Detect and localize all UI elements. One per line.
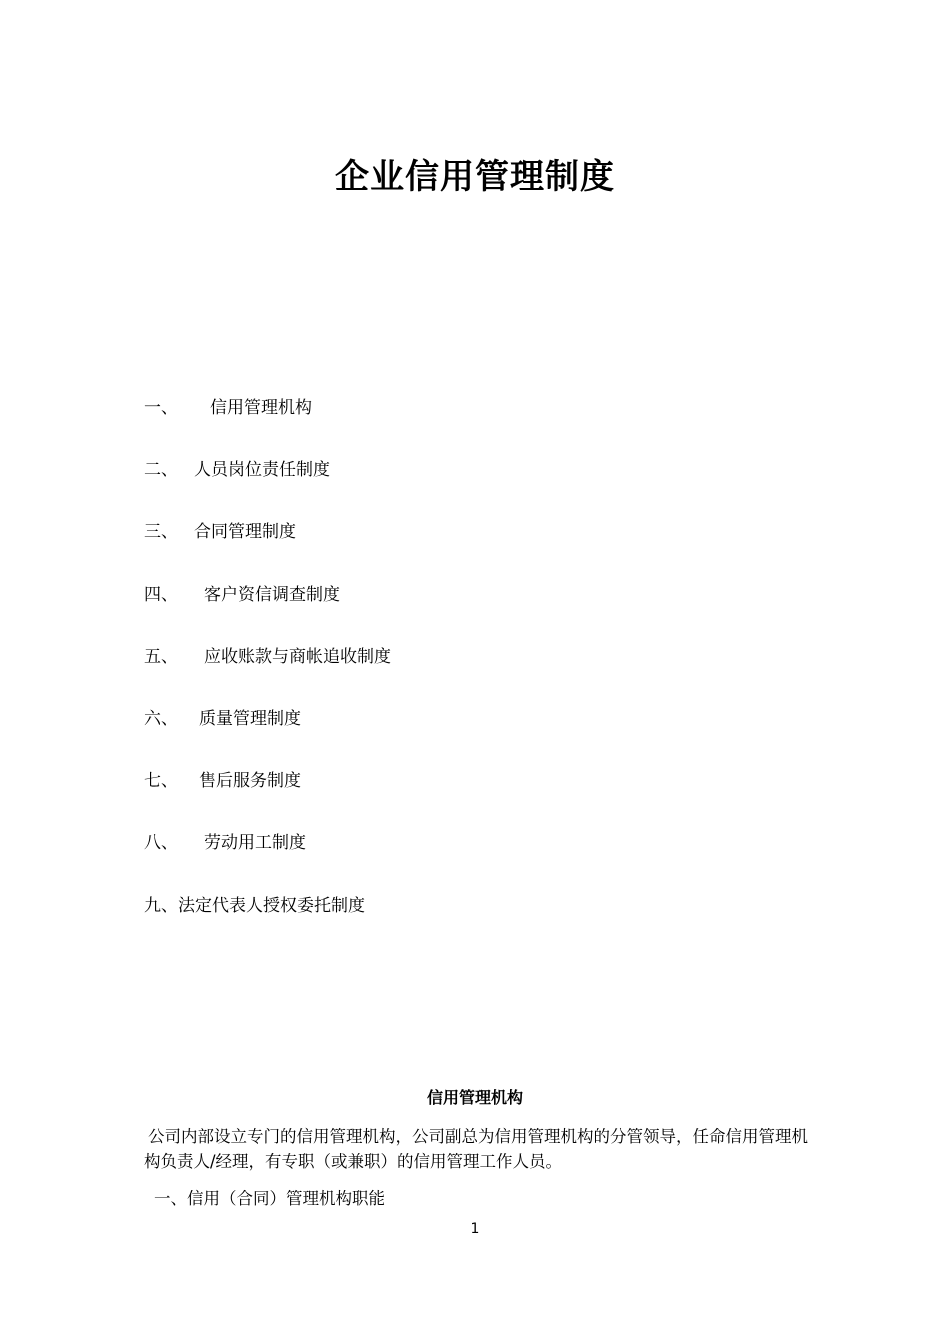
table-of-contents [144, 392, 844, 952]
document-title: 企业信用管理制度 [335, 157, 615, 197]
toc-item [144, 827, 844, 889]
toc-number: 四、 [144, 584, 178, 605]
toc-number: 六、 [144, 708, 178, 729]
toc-label: 九、法定代表人授权委托制度 [144, 895, 365, 916]
toc-item [144, 579, 844, 641]
toc-number: 二、 [144, 460, 178, 481]
section-heading: 信用管理机构 [426, 1088, 523, 1107]
toc-number: 一、 [144, 398, 178, 418]
toc-label: 劳动用工制度 [204, 833, 306, 854]
section-paragraph: 公司内部设立专门的信用管理机构，公司副总为信用管理机构的分管领导，任命信用管理机构负责人/经理，有专职（或兼职）的信用管理工作人员。 [144, 1127, 808, 1171]
toc-label: 信用管理机构 [210, 398, 312, 418]
toc-item [144, 516, 844, 578]
toc-item [144, 703, 844, 765]
section-subheading: 一、信用（合同）管理机构职能 [154, 1189, 385, 1208]
toc-item [144, 890, 844, 952]
toc-label: 质量管理制度 [199, 708, 301, 729]
toc-number: 七、 [144, 771, 178, 792]
toc-label: 人员岗位责任制度 [194, 460, 330, 481]
toc-number: 八、 [144, 833, 178, 854]
toc-label: 应收账款与商帐追收制度 [204, 646, 391, 667]
toc-item [144, 392, 844, 454]
page-number: 1 [470, 1221, 480, 1237]
toc-label: 售后服务制度 [199, 771, 301, 792]
toc-number: 三、 [144, 522, 178, 543]
toc-number: 五、 [144, 646, 178, 667]
toc-item [144, 454, 844, 516]
toc-item [144, 765, 844, 827]
toc-item [144, 641, 844, 703]
toc-label: 合同管理制度 [194, 522, 296, 543]
toc-label: 客户资信调查制度 [204, 584, 340, 605]
